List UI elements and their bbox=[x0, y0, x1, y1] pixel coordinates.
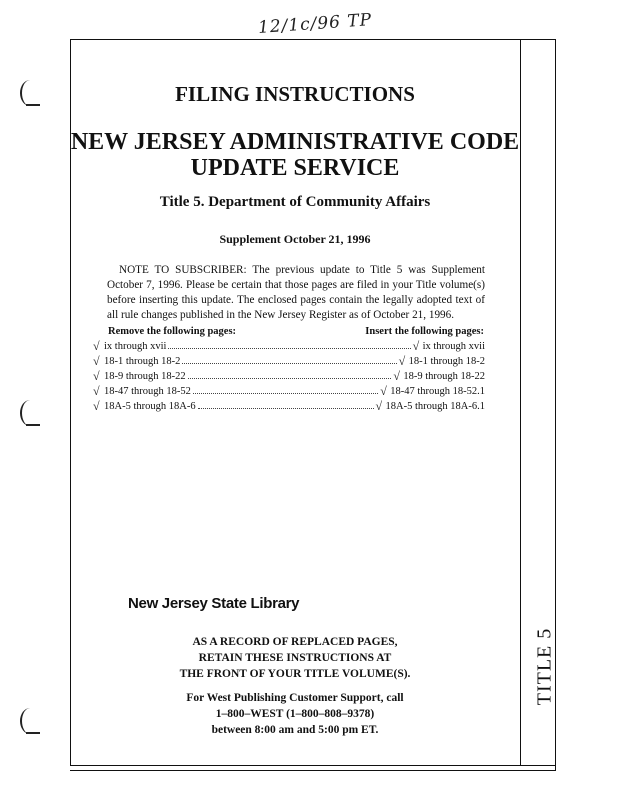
insert-range: 18A-5 through 18A-6.1 bbox=[385, 401, 485, 412]
insert-range: 18-1 through 18-2 bbox=[408, 356, 485, 367]
insert-range: 18-47 through 18-52.1 bbox=[390, 386, 485, 397]
remove-range: 18-1 through 18-2 bbox=[104, 356, 181, 367]
page-row bbox=[93, 382, 485, 397]
library-stamp: New Jersey State Library bbox=[128, 595, 300, 612]
customer-support-info bbox=[70, 690, 520, 738]
binder-hole-tail bbox=[26, 732, 40, 734]
dot-leader bbox=[182, 363, 396, 364]
remove-range: 18A-5 through 18A-6 bbox=[104, 401, 196, 412]
dot-leader bbox=[193, 393, 378, 394]
page-frame-bottom-inner bbox=[70, 770, 556, 771]
checkmark-icon: √ bbox=[375, 399, 383, 413]
note-text: NOTE TO SUBSCRIBER: The previous update to Title 5 was Supplement October 7, 1996. Please be certain that those pages are filed in your Title volume(s) before inserting this update. The enclosed pages contain the legally adopted text of all rule changes published in the New Jersey Register as of October 21, 1996. bbox=[107, 264, 485, 321]
binder-hole-tail bbox=[26, 424, 40, 426]
dot-leader bbox=[188, 378, 392, 379]
support-hours: between 8:00 am and 5:00 pm ET. bbox=[211, 724, 379, 736]
retain-line: AS A RECORD OF REPLACED PAGES, bbox=[192, 636, 398, 648]
supplement-date: Supplement October 21, 1996 bbox=[219, 232, 371, 246]
checkmark-icon: √ bbox=[93, 384, 100, 398]
code-title-line1: NEW JERSEY ADMINISTRATIVE CODE bbox=[70, 129, 520, 155]
checkmark-icon: √ bbox=[412, 339, 420, 353]
support-line: For West Publishing Customer Support, call bbox=[186, 692, 404, 704]
tab-divider-left bbox=[520, 39, 521, 766]
binder-hole-icon bbox=[20, 80, 40, 106]
retain-instructions bbox=[70, 634, 520, 682]
code-title bbox=[70, 129, 520, 181]
remove-range: 18-9 through 18-22 bbox=[104, 371, 186, 382]
checkmark-icon: √ bbox=[93, 354, 100, 368]
support-phone: 1–800–WEST (1–800–808–9378) bbox=[215, 708, 375, 720]
page-row bbox=[93, 337, 485, 352]
insert-range: ix through xvii bbox=[422, 341, 485, 352]
subject-heading: Title 5. Department of Community Affairs bbox=[159, 194, 431, 210]
page-title: FILING INSTRUCTIONS bbox=[175, 82, 415, 106]
page-frame-top bbox=[70, 39, 556, 40]
binder-hole-icon bbox=[20, 708, 40, 734]
checkmark-icon: √ bbox=[93, 399, 100, 413]
remove-pages-header: Remove the following pages: bbox=[108, 326, 237, 337]
checkmark-icon: √ bbox=[398, 354, 406, 368]
dot-leader bbox=[168, 348, 410, 349]
note-to-subscriber bbox=[107, 263, 485, 323]
insert-range: 18-9 through 18-22 bbox=[403, 371, 485, 382]
checkmark-icon: √ bbox=[393, 369, 400, 383]
code-title-line2: UPDATE SERVICE bbox=[190, 155, 400, 181]
checkmark-icon: √ bbox=[93, 369, 100, 383]
page-frame-bottom bbox=[70, 765, 556, 766]
dot-leader bbox=[198, 408, 374, 409]
remove-range: 18-47 through 18-52 bbox=[104, 386, 191, 397]
title-tab-label: TITLE 5 bbox=[533, 627, 556, 706]
retain-line: THE FRONT OF YOUR TITLE VOLUME(S). bbox=[179, 668, 411, 680]
page-row bbox=[93, 397, 485, 412]
insert-pages-header: Insert the following pages: bbox=[365, 326, 484, 337]
checkmark-icon: √ bbox=[380, 384, 387, 398]
binder-hole-tail bbox=[26, 104, 40, 106]
retain-line: RETAIN THESE INSTRUCTIONS AT bbox=[198, 652, 392, 664]
page-row bbox=[93, 367, 485, 382]
remove-range: ix through xvii bbox=[104, 341, 167, 352]
page-row bbox=[93, 352, 485, 367]
binder-hole-icon bbox=[20, 400, 40, 426]
handwritten-note: 12/1c/96 TP bbox=[257, 10, 373, 38]
checkmark-icon: √ bbox=[93, 339, 100, 353]
